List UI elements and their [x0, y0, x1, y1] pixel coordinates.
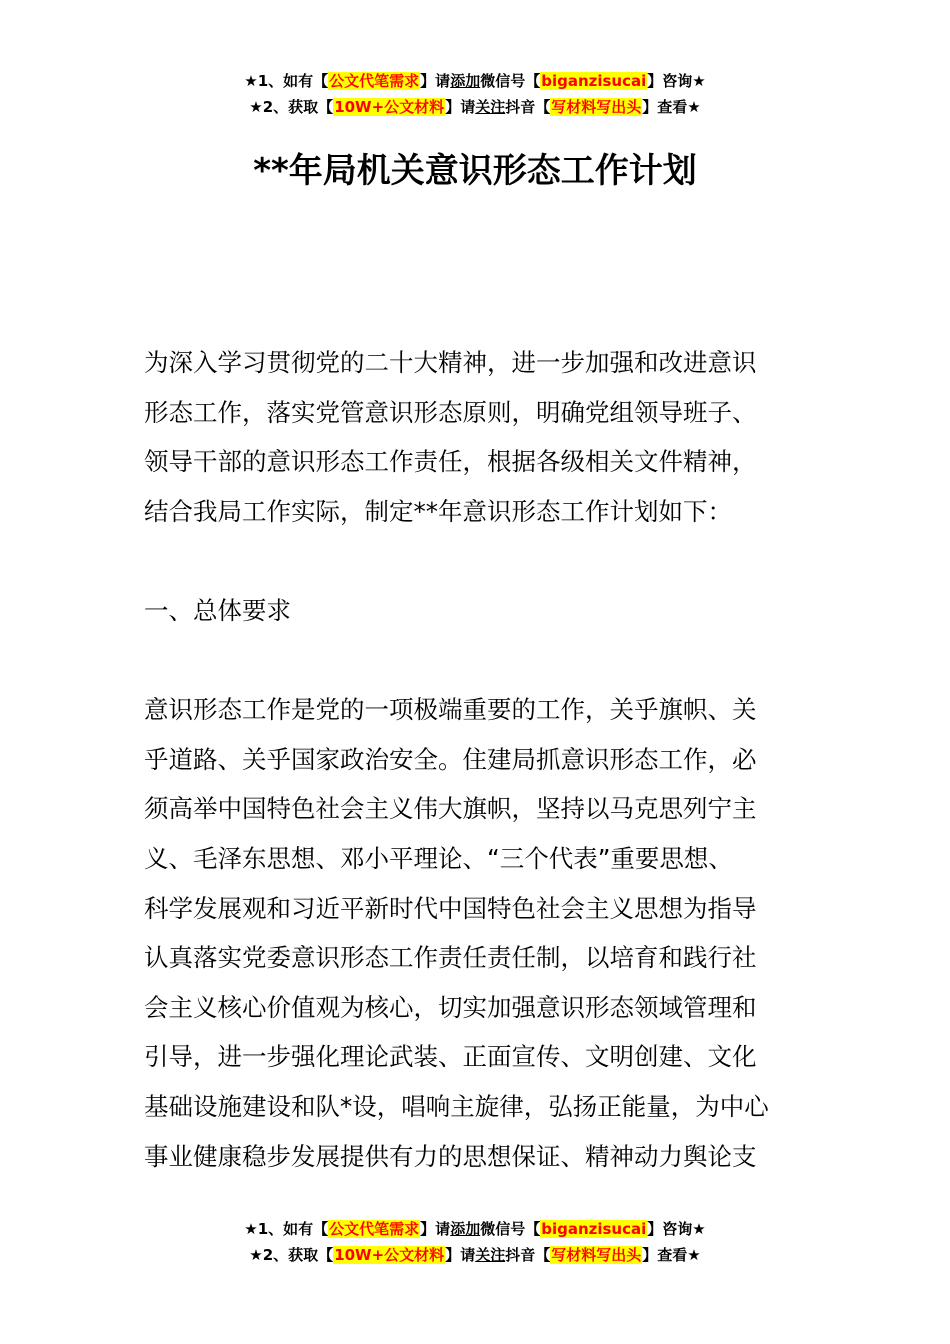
text-line: 乎道路、关乎国家政治安全。住建局抓意识形态工作，必 — [144, 744, 757, 774]
section-heading: 一、总体要求 — [144, 595, 291, 625]
section-paragraph — [144, 685, 809, 1181]
text-line: 领导干部的意识形态工作责任，根据各级相关文件精神， — [144, 447, 757, 477]
bottom-banner — [0, 1216, 950, 1268]
banner-line-2: ★2、获取【10W+公文材料】请关注抖音【写材料写出头】查看★ — [249, 98, 701, 116]
highlight-materials: 10W+公文材料 — [334, 1246, 445, 1264]
document-title: **年局机关意识形态工作计划 — [253, 151, 697, 191]
intro-paragraph — [144, 338, 809, 536]
text-line: 意识形态工作是党的一项极端重要的工作，关乎旗帜、关 — [144, 695, 757, 725]
banner-line-1: ★1、如有【公文代笔需求】请添加微信号【biganzisucai】咨询★ — [244, 72, 706, 90]
banner-line-1: ★1、如有【公文代笔需求】请添加微信号【biganzisucai】咨询★ — [244, 1220, 706, 1238]
document-body — [144, 338, 809, 1181]
text-line: 会主义核心价值观为核心，切实加强意识形态领域管理和 — [144, 992, 757, 1022]
highlight-douyin: 写材料写出头 — [551, 98, 642, 116]
text-line: 为深入学习贯彻党的二十大精神，进一步加强和改进意识 — [144, 348, 757, 377]
text-line: 引导，进一步强化理论武装、正面宣传、文明创建、文化 — [144, 1042, 757, 1072]
text-line: 形态工作，落实党管意识形态原则，明确党组领导班子、 — [144, 397, 757, 427]
text-line: 事业健康稳步发展提供有力的思想保证、精神动力舆论支 — [144, 1141, 757, 1171]
highlight-materials: 10W+公文材料 — [334, 98, 445, 116]
text-line: 认真落实党委意识形态工作责任责任制，以培育和践行社 — [144, 943, 757, 973]
highlight-douyin: 写材料写出头 — [551, 1246, 642, 1264]
text-line: 义、毛泽东思想、邓小平理论、“三个代表”重要思想、 — [144, 843, 733, 873]
highlight-wechat-id: biganzisucai — [541, 1220, 647, 1238]
text-line: 结合我局工作实际，制定**年意识形态工作计划如下： — [144, 496, 732, 526]
highlight-service: 公文代笔需求 — [329, 72, 420, 90]
highlight-wechat-id: biganzisucai — [541, 72, 647, 90]
text-line: 科学发展观和习近平新时代中国特色社会主义思想为指导 — [144, 893, 757, 923]
highlight-service: 公文代笔需求 — [329, 1220, 420, 1238]
banner-line-2: ★2、获取【10W+公文材料】请关注抖音【写材料写出头】查看★ — [249, 1246, 701, 1264]
top-banner — [0, 68, 950, 120]
text-line: 基础设施建设和队*设，唱响主旋律，弘扬正能量，为中心 — [144, 1091, 769, 1121]
text-line: 须高举中国特色社会主义伟大旗帜，坚持以马克思列宁主 — [144, 794, 757, 824]
